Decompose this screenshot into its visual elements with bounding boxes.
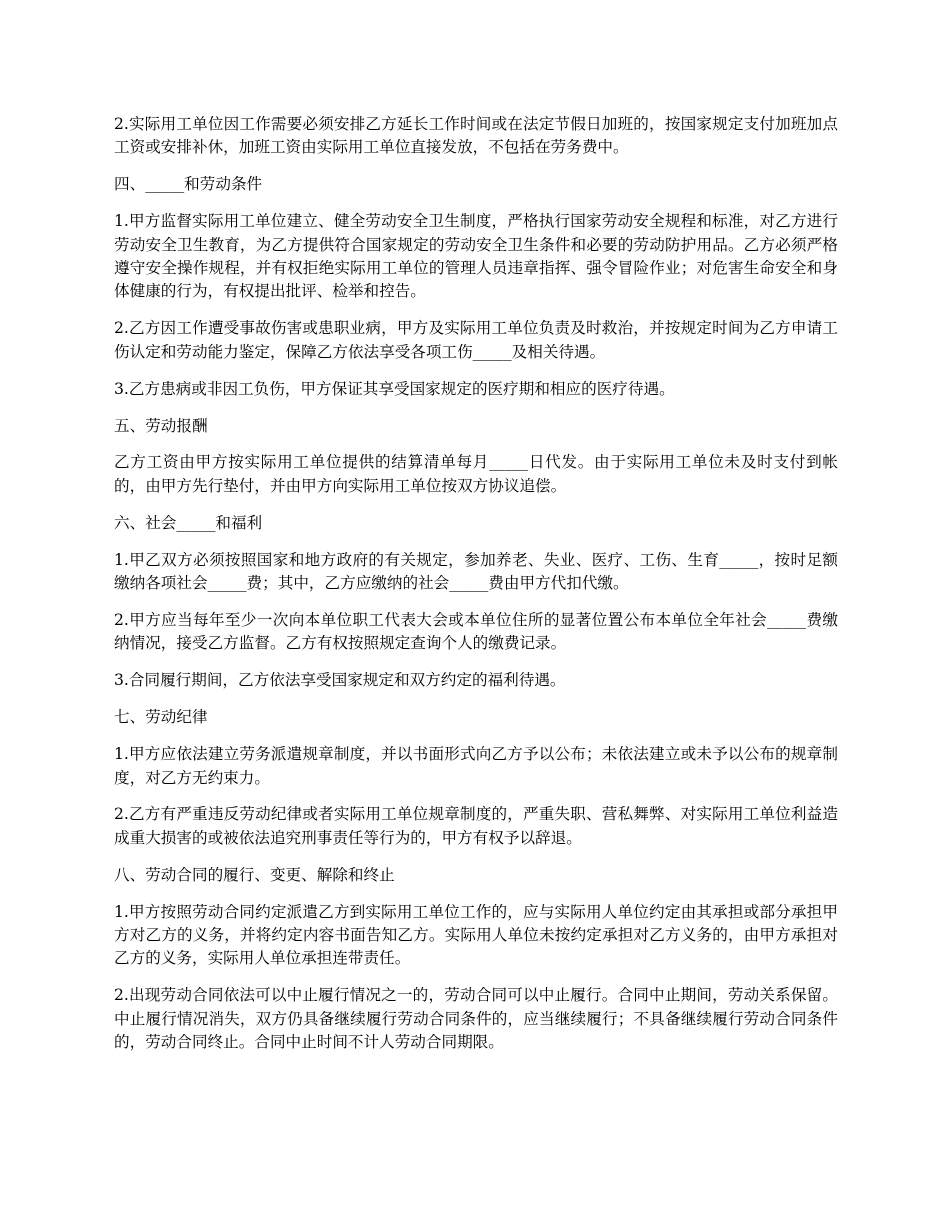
paragraph-rules: 1.甲方应依法建立劳务派遣规章制度，并以书面形式向乙方予以公布；未依法建立或未予以公布的规章制度，对乙方无约束力。 xyxy=(114,745,838,787)
paragraph-safety-supervision: 1.甲方监督实际用工单位建立、健全劳动安全卫生制度，严格执行国家劳动安全规程和标准，对乙方进行劳动安全卫生教育，为乙方提供符合国家规定的劳动安全卫生条件和必要的劳动防护用品。乙方必须严格遵守安全操作规程，并有权拒绝实际用工单位的管理人员违章指挥、强令冒险作业；对危害生命安全和身体健康的行为，有权提出批评、检举和控告。 xyxy=(114,212,838,301)
paragraph-wages: 乙方工资由甲方按实际用工单位提供的结算清单每月_____日代发。由于实际用工单位未及时支付到帐的，由甲方先行垫付，并由甲方向实际用工单位按双方协议追偿。 xyxy=(114,453,838,495)
paragraph-dismissal: 2.乙方有严重违反劳动纪律或者实际用工单位规章制度的，严重失职、营私舞弊、对实际用工单位利益造成重大损害的或被依法追究刑事责任等行为的，甲方有权予以辞退。 xyxy=(114,805,838,847)
heading-section-4: 四、_____和劳动条件 xyxy=(114,175,263,194)
paragraph-overtime-pay: 2.实际用工单位因工作需要必须安排乙方延长工作时间或在法定节假日加班的，按国家规定支付加班加点工资或安排补休，加班工资由实际用工单位直接发放，不包括在劳务费中。 xyxy=(114,115,838,157)
paragraph-contract-performance: 1.甲方按照劳动合同约定派遣乙方到实际用工单位工作的，应与实际用人单位约定由其承担或部分承担甲方对乙方的义务，并将约定内容书面告知乙方。实际用人单位未按约定承担对乙方义务的，由甲方承担对乙方的义务，实际用人单位承担连带责任。 xyxy=(114,902,838,968)
paragraph-insurance-disclosure: 2.甲方应当每年至少一次向本单位职工代表大会或本单位住所的显著位置公布本单位全年社会_____费缴纳情况，接受乙方监督。乙方有权按照规定查询个人的缴费记录。 xyxy=(114,611,838,653)
paragraph-contract-suspension: 2.出现劳动合同依法可以中止履行情况之一的，劳动合同可以中止履行。合同中止期间，劳动关系保留。中止履行情况消失，双方仍具备继续履行劳动合同条件的，应当继续履行；不具备继续履行劳动合同条件的，劳动合同终止。合同中止时间不计人劳动合同期限。 xyxy=(114,986,838,1052)
paragraph-social-insurance: 1.甲乙双方必须按照国家和地方政府的有关规定，参加养老、失业、医疗、工伤、生育_____，按时足额缴纳各项社会_____费；其中，乙方应缴纳的社会_____费由甲方代扣代缴。 xyxy=(114,550,838,593)
paragraph-illness: 3.乙方患病或非因工负伤，甲方保证其享受国家规定的医疗期和相应的医疗待遇。 xyxy=(114,379,675,398)
paragraph-welfare: 3.合同履行期间，乙方依法享受国家规定和双方约定的福利待遇。 xyxy=(114,671,566,690)
heading-section-8: 八、劳动合同的履行、变更、解除和终止 xyxy=(114,865,395,884)
heading-section-6: 六、社会_____和福利 xyxy=(114,513,263,532)
paragraph-work-injury: 2.乙方因工作遭受事故伤害或患职业病，甲方及实际用工单位负责及时救治，并按规定时间为乙方申请工伤认定和劳动能力鉴定，保障乙方依法享受各项工伤_____及相关待遇。 xyxy=(114,319,838,361)
heading-section-5: 五、劳动报酬 xyxy=(114,416,208,435)
heading-section-7: 七、劳动纪律 xyxy=(114,708,208,727)
